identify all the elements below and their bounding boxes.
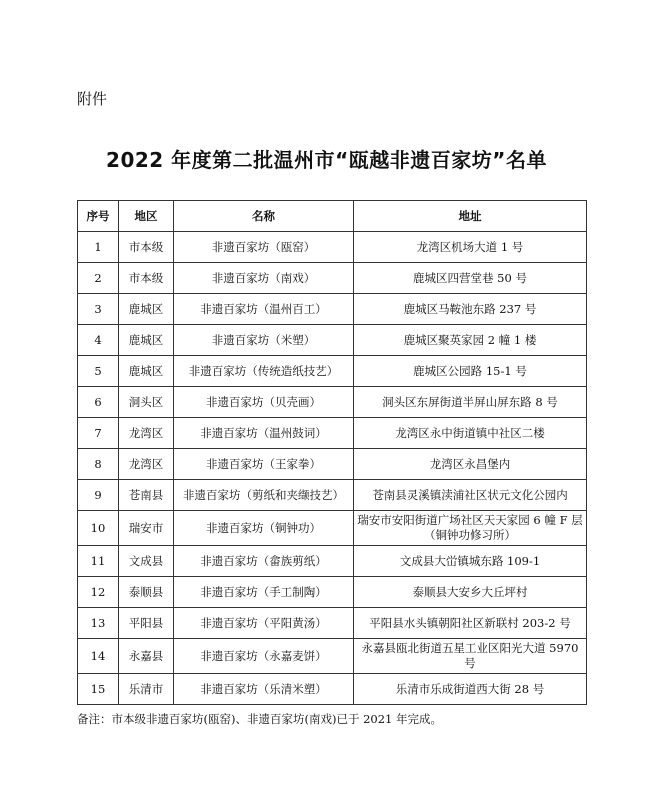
cell-address: 鹿城区马鞍池东路 237 号 xyxy=(354,294,587,325)
cell-name: 非遗百家坊（永嘉麦饼） xyxy=(174,639,354,674)
cell-name: 非遗百家坊（平阳黄汤） xyxy=(174,608,354,639)
cell-name: 非遗百家坊（铜钟功） xyxy=(174,511,354,546)
cell-no: 12 xyxy=(78,577,119,608)
cell-area: 泰顺县 xyxy=(119,577,174,608)
cell-address: 泰顺县大安乡大丘坪村 xyxy=(354,577,587,608)
cell-area: 苍南县 xyxy=(119,480,174,511)
cell-name: 非遗百家坊（畲族剪纸） xyxy=(174,546,354,577)
cell-no: 7 xyxy=(78,418,119,449)
cell-area: 平阳县 xyxy=(119,608,174,639)
cell-name: 非遗百家坊（温州鼓词） xyxy=(174,418,354,449)
table-row xyxy=(78,546,587,577)
page-title: 2022 年度第二批温州市“瓯越非遗百家坊”名单 xyxy=(106,148,547,172)
cell-area: 永嘉县 xyxy=(119,639,174,674)
cell-area: 市本级 xyxy=(119,232,174,263)
cell-address: 鹿城区公园路 15-1 号 xyxy=(354,356,587,387)
table-row xyxy=(78,480,587,511)
table-header-row xyxy=(78,201,587,232)
cell-address: 龙湾区机场大道 1 号 xyxy=(354,232,587,263)
cell-address: 洞头区东屏街道半屏山屏东路 8 号 xyxy=(354,387,587,418)
cell-name: 非遗百家坊（温州百工） xyxy=(174,294,354,325)
cell-address: 文成县大峃镇城东路 109-1 xyxy=(354,546,587,577)
cell-address: 龙湾区永昌堡内 xyxy=(354,449,587,480)
roster-table xyxy=(77,200,587,705)
cell-no: 5 xyxy=(78,356,119,387)
cell-name: 非遗百家坊（乐清米塑） xyxy=(174,674,354,705)
table-row xyxy=(78,577,587,608)
cell-no: 4 xyxy=(78,325,119,356)
cell-no: 15 xyxy=(78,674,119,705)
header-no: 序号 xyxy=(78,201,119,232)
cell-area: 洞头区 xyxy=(119,387,174,418)
table-row xyxy=(78,418,587,449)
header-name: 名称 xyxy=(174,201,354,232)
cell-no: 13 xyxy=(78,608,119,639)
cell-address: 平阳县水头镇朝阳社区新联村 203-2 号 xyxy=(354,608,587,639)
table-row xyxy=(78,232,587,263)
cell-no: 6 xyxy=(78,387,119,418)
cell-name: 非遗百家坊（剪纸和夹缬技艺） xyxy=(174,480,354,511)
cell-area: 文成县 xyxy=(119,546,174,577)
cell-no: 8 xyxy=(78,449,119,480)
table-row xyxy=(78,674,587,705)
table-row xyxy=(78,639,587,674)
cell-area: 鹿城区 xyxy=(119,325,174,356)
cell-no: 11 xyxy=(78,546,119,577)
cell-area: 鹿城区 xyxy=(119,294,174,325)
header-area: 地区 xyxy=(119,201,174,232)
cell-address: 鹿城区聚英家园 2 幢 1 楼 xyxy=(354,325,587,356)
cell-area: 乐清市 xyxy=(119,674,174,705)
cell-name: 非遗百家坊（南戏） xyxy=(174,263,354,294)
cell-no: 3 xyxy=(78,294,119,325)
cell-address: 乐清市乐成街道西大街 28 号 xyxy=(354,674,587,705)
table-row xyxy=(78,294,587,325)
cell-name: 非遗百家坊（王家拳） xyxy=(174,449,354,480)
cell-name: 非遗百家坊（传统造纸技艺） xyxy=(174,356,354,387)
table-row xyxy=(78,325,587,356)
cell-address: 瑞安市安阳街道广场社区天天家园 6 幢 F 层（铜钟功修习所） xyxy=(354,511,587,546)
cell-name: 非遗百家坊（米塑） xyxy=(174,325,354,356)
cell-name: 非遗百家坊（贝壳画） xyxy=(174,387,354,418)
cell-no: 2 xyxy=(78,263,119,294)
cell-address: 鹿城区四营堂巷 50 号 xyxy=(354,263,587,294)
table-row xyxy=(78,511,587,546)
cell-area: 龙湾区 xyxy=(119,418,174,449)
table-row xyxy=(78,449,587,480)
table-row xyxy=(78,608,587,639)
table-row xyxy=(78,356,587,387)
table-row xyxy=(78,263,587,294)
footnote: 备注：市本级非遗百家坊(瓯窑)、非遗百家坊(南戏)已于 2021 年完成。 xyxy=(77,712,443,726)
header-address: 地址 xyxy=(354,201,587,232)
cell-address: 龙湾区永中街道镇中社区二楼 xyxy=(354,418,587,449)
attachment-label: 附件 xyxy=(77,90,108,108)
cell-no: 10 xyxy=(78,511,119,546)
cell-area: 鹿城区 xyxy=(119,356,174,387)
cell-name: 非遗百家坊（手工制陶） xyxy=(174,577,354,608)
cell-address: 苍南县灵溪镇渎浦社区状元文化公园内 xyxy=(354,480,587,511)
cell-no: 1 xyxy=(78,232,119,263)
cell-area: 瑞安市 xyxy=(119,511,174,546)
cell-area: 市本级 xyxy=(119,263,174,294)
cell-no: 14 xyxy=(78,639,119,674)
cell-no: 9 xyxy=(78,480,119,511)
cell-name: 非遗百家坊（瓯窑） xyxy=(174,232,354,263)
table-row xyxy=(78,387,587,418)
cell-area: 龙湾区 xyxy=(119,449,174,480)
cell-address: 永嘉县瓯北街道五星工业区阳光大道 5970 号 xyxy=(354,639,587,674)
